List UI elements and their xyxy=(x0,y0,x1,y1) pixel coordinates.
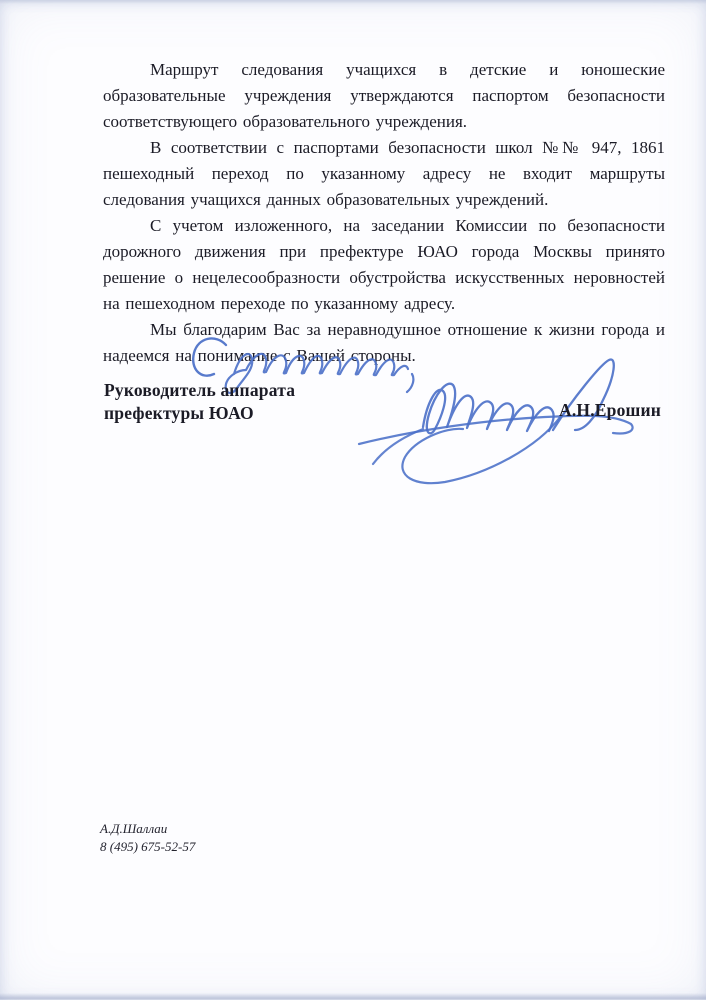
paragraph-commission-decision: С учетом изложенного, на заседании Комиссии по безопасности дорожного движения при префектуре ЮАО города Москвы принято решение о нецелесообразности обустройства искусственных неровностей на пешеходном переходе по указанному адресу. xyxy=(103,216,665,313)
executor-phone: 8 (495) 675-52-57 xyxy=(100,838,196,854)
paragraph-route: Маршрут следования учащихся в детские и юношеские образовательные учреждения утверждаются паспортом безопасности соответствующего образовательного учреждения. xyxy=(103,60,665,131)
scan-edge-bottom xyxy=(0,993,706,1000)
paragraph-passports: В соответствии с паспортами безопасности школ №№ 947, 1861 пешеходный переход по указанному адресу не входит маршруты следования учащихся данных образовательных учреждений. xyxy=(103,138,665,209)
executor-footer xyxy=(100,820,195,855)
handwriting-letter-c-stroke xyxy=(193,338,226,375)
letter-body xyxy=(103,57,665,369)
executor-name: А.Д.Шаллаи xyxy=(100,821,168,836)
signer-name: А.Н.Ерошин xyxy=(559,400,662,420)
paragraph-thanks: Мы благодарим Вас за неравнодушное отношение к жизни города и надеемся на понимание с Вашей стороны. xyxy=(103,320,665,365)
signer-position-line2: префектуры ЮАО xyxy=(104,403,254,423)
signer-position xyxy=(104,379,295,425)
signature-scrawl xyxy=(345,352,645,492)
signer-position-line1: Руководитель аппарата xyxy=(104,380,296,400)
signature-loops-stroke xyxy=(423,384,554,434)
scan-edge-top xyxy=(0,0,706,4)
